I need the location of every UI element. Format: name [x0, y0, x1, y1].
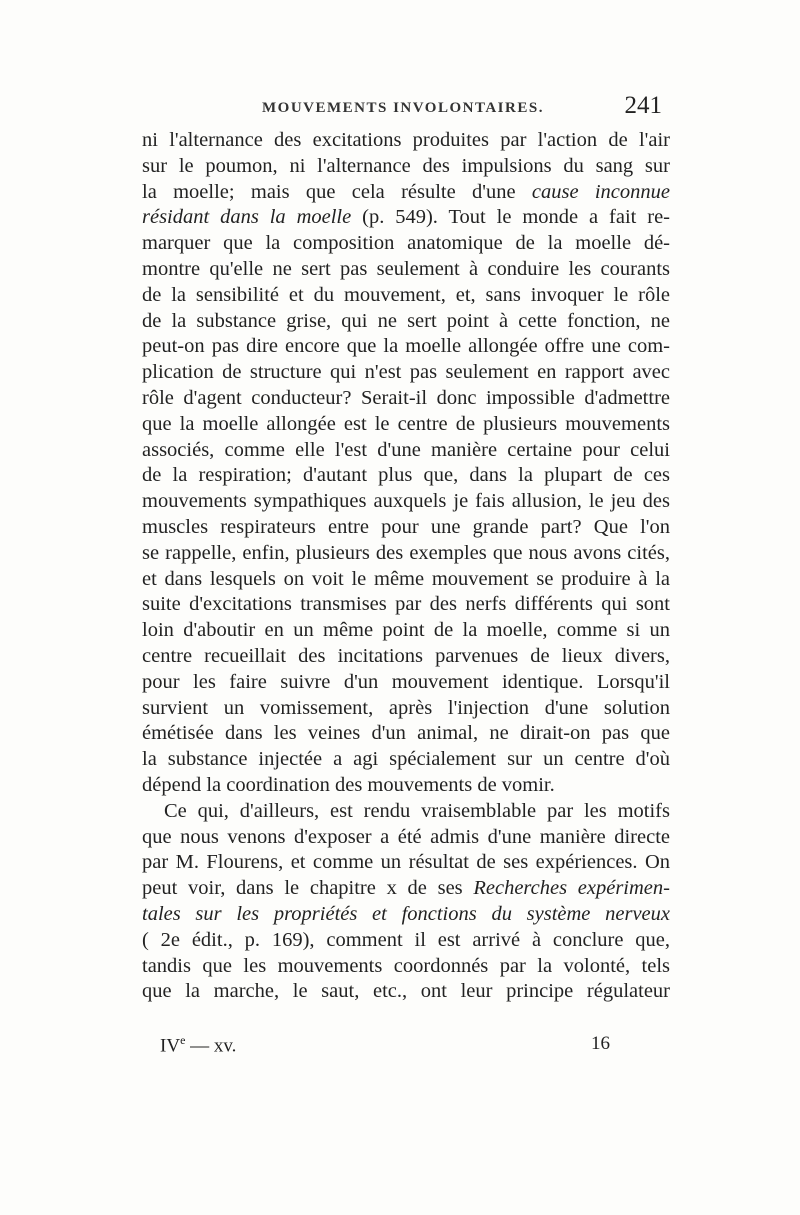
sheet-number: 16	[591, 1033, 610, 1054]
signature-superscript: e	[180, 1033, 186, 1047]
text-line: Ce qui, d'ailleurs, est rendu vraisemblable par les motifs	[164, 799, 670, 822]
body-text	[142, 128, 670, 1005]
text-line: ( 2e édit., p. 169), comment il est arrivé à conclure que,	[142, 928, 670, 951]
text-line: centre recueillait des incitations parvenues de lieux divers,	[142, 644, 670, 667]
text-line: suite d'excitations transmises par des nerfs différents qui sont	[142, 593, 670, 616]
italic-phrase: cause inconnue	[531, 180, 670, 203]
text-run: la moelle; mais que cela résulte d'une	[142, 180, 532, 203]
text-line: ni l'alternance des excitations produites par l'action de l'air	[142, 129, 670, 151]
text-line: tandis que les mouvements coordonnés par la volonté, tels	[142, 954, 670, 977]
text-line: muscles respirateurs entre pour une grande part? Que l'on	[142, 515, 670, 538]
text-line: pour les faire suivre d'un mouvement identique. Lorsqu'il	[142, 670, 670, 693]
text-line: peut-on pas dire encore que la moelle allongée offre une com-	[142, 335, 670, 358]
text-line: la substance injectée a agi spécialement sur un centre d'où	[142, 748, 670, 771]
italic-phrase: résidant dans la moelle	[142, 206, 352, 229]
text-line: de la respiration; d'autant plus que, dans la plupart de ces	[142, 464, 670, 487]
page-number: 241	[624, 92, 662, 119]
text-run: peut voir, dans le chapitre x de ses	[142, 877, 474, 900]
page-footer	[160, 1033, 610, 1063]
running-head	[142, 92, 662, 128]
text-run: (p. 549). Tout le monde a fait re-	[351, 206, 670, 229]
text-line: de la substance grise, qui ne sert point à cette fonction, ne	[142, 309, 670, 332]
text-line: tales sur les propriétés et fonctions du système nerveux	[142, 902, 670, 925]
text-line: et dans lesquels on voit le même mouvement se produire à la	[142, 567, 670, 590]
text-line: que la moelle allongée est le centre de plusieurs mouvements	[142, 412, 670, 435]
text-line: associés, comme elle l'est d'une manière certaine pour celui	[142, 438, 670, 461]
text-line	[142, 180, 670, 206]
text-line: que nous venons d'exposer a été admis d'une manière directe	[142, 825, 670, 848]
text-line: par M. Flourens, et comme un résultat de ses expériences. On	[142, 851, 670, 874]
signature-mark	[160, 1033, 236, 1057]
text-line: se rappelle, enfin, plusieurs des exemples que nous avons cités,	[142, 541, 670, 564]
text-line: mouvements sympathiques auxquels je fais allusion, le jeu des	[142, 490, 670, 513]
text-line: émétisée dans les veines d'un animal, ne dirait-on pas que	[142, 722, 670, 745]
text-line: montre qu'elle ne sert pas seulement à conduire les courants	[142, 257, 670, 280]
signature-roman: IV	[160, 1035, 181, 1057]
text-line	[142, 876, 670, 902]
text-line: dépend la coordination des mouvements de vomir.	[142, 773, 555, 796]
text-line: marquer que la composition anatomique de la moelle dé-	[142, 232, 670, 255]
text-line: rôle d'agent conducteur? Serait-il donc impossible d'admettre	[142, 386, 670, 409]
running-title: MOUVEMENTS INVOLONTAIRES.	[262, 100, 544, 116]
italic-phrase: Recherches expérimen-	[473, 877, 670, 900]
text-line	[142, 205, 670, 231]
text-line: sur le poumon, ni l'alternance des impulsions du sang sur	[142, 154, 670, 177]
text-line: loin d'aboutir en un même point de la moelle, comme si un	[142, 619, 670, 642]
text-line: plication de structure qui n'est pas seulement en rapport avec	[142, 361, 670, 384]
text-line: survient un vomissement, après l'injection d'une solution	[142, 696, 670, 719]
signature-rest: — xv.	[185, 1035, 237, 1057]
text-line: de la sensibilité et du mouvement, et, sans invoquer le rôle	[142, 283, 670, 306]
text-line: que la marche, le saut, etc., ont leur principe régulateur	[142, 980, 670, 1003]
